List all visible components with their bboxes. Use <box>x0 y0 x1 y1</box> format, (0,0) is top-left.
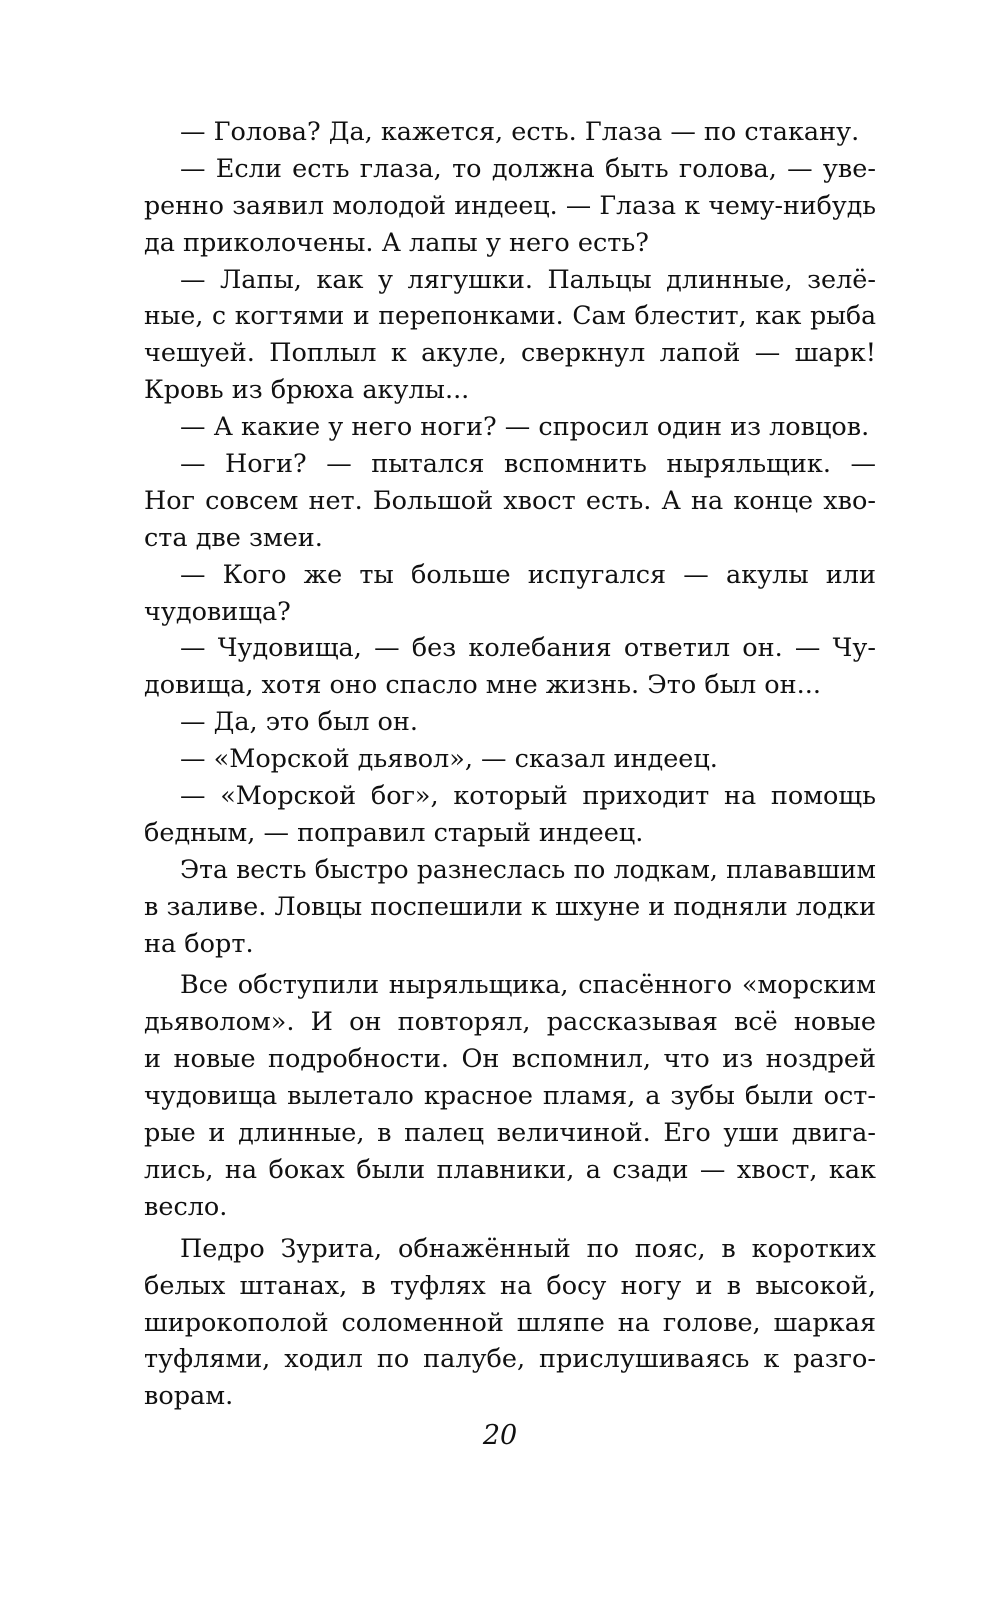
text-line: — Лапы, как у лягушки. Пальцы длинные, зелё- <box>180 264 876 295</box>
text-line: бедным, — поправил старый индеец. <box>144 817 644 848</box>
text-line: — Кого же ты больше испугался — акулы или <box>180 559 876 590</box>
text-line: дьяволом». И он повторял, рассказывая всё новые <box>144 1007 876 1038</box>
text-line: довища, хотя оно спасло мне жизнь. Это был он... <box>144 670 821 701</box>
text-line: чудовища вылетало красное пламя, а зубы были ост- <box>144 1081 876 1112</box>
text-line: лись, на боках были плавники, а сзади — хвост, как <box>144 1154 876 1185</box>
text-line: ворам. <box>144 1381 234 1412</box>
text-line: — А какие у него ноги? — спросил один из ловцов. <box>180 412 870 443</box>
text-line: белых штанах, в туфлях на босу ногу и в высокой, <box>144 1270 876 1301</box>
text-line: Кровь из брюха акулы... <box>144 375 470 406</box>
text-line: в заливе. Ловцы поспешили к шхуне и подняли лодки <box>144 891 876 922</box>
text-line: на борт. <box>144 928 254 959</box>
page-text <box>144 114 876 1415</box>
text-line: Все обступили ныряльщика, спасённого «морским <box>180 970 876 1001</box>
text-line: чудовища? <box>144 596 291 627</box>
text-line: — «Морской бог», который приходит на помощь <box>180 781 876 812</box>
text-line: да приколочены. А лапы у него есть? <box>144 227 649 258</box>
text-line: ные, с когтями и перепонками. Сам блестит, как рыба <box>144 301 876 331</box>
text-line: Эта весть быстро разнеслась по лодкам, плававшим <box>180 854 876 884</box>
text-line: чешуей. Поплыл к акуле, сверкнул лапой — шарк! <box>144 338 876 369</box>
text-line: — Да, это был он. <box>180 707 419 738</box>
text-line: — «Морской дьявол», — сказал индеец. <box>180 744 718 775</box>
text-line: туфлями, ходил по палубе, прислушиваясь к разго- <box>144 1344 876 1375</box>
text-line: — Ноги? — пытался вспомнить ныряльщик. — <box>180 449 876 480</box>
text-line: широкополой соломенной шляпе на голове, шаркая <box>144 1307 876 1338</box>
text-line: весло. <box>144 1191 228 1222</box>
text-line: Ног совсем нет. Большой хвост есть. А на конце хво- <box>144 485 876 516</box>
text-line: ста две змеи. <box>144 522 323 553</box>
text-line: Педро Зурита, обнажённый по пояс, в коротких <box>180 1233 876 1264</box>
text-line: — Если есть глаза, то должна быть голова, — уве- <box>180 153 876 184</box>
page-number: 20 <box>482 1420 518 1451</box>
text-line: ренно заявил молодой индеец. — Глаза к чему-нибудь <box>144 190 876 220</box>
text-line: и новые подробности. Он вспомнил, что из ноздрей <box>144 1044 876 1075</box>
text-line: — Голова? Да, кажется, есть. Глаза — по стакану. <box>180 117 860 147</box>
text-line: — Чудовища, — без колебания ответил он. — Чу- <box>180 633 876 664</box>
text-line: рые и длинные, в палец величиной. Его уши двига- <box>144 1118 876 1149</box>
